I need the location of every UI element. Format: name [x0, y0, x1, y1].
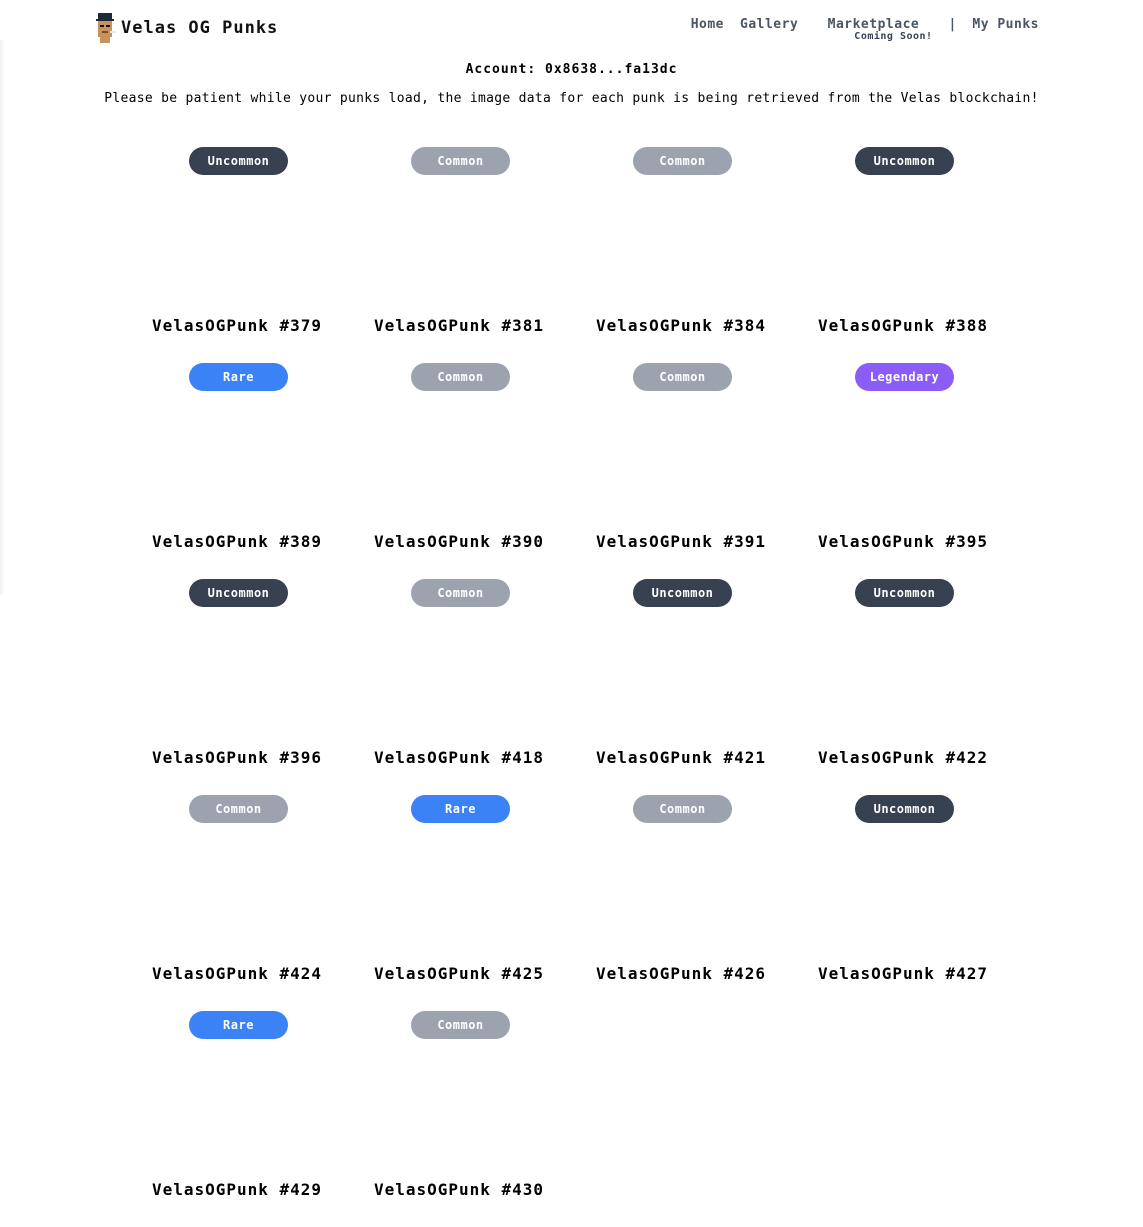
punk-name: VelasOGPunk #396 [151, 748, 323, 767]
rarity-badge: Rare [411, 795, 510, 823]
rarity-badge: Uncommon [855, 579, 954, 607]
rarity-badge: Common [633, 363, 732, 391]
punk-card[interactable] [348, 147, 570, 363]
rarity-badge: Uncommon [855, 795, 954, 823]
brand[interactable] [94, 13, 278, 43]
punk-name: VelasOGPunk #427 [817, 964, 989, 983]
punk-name: VelasOGPunk #384 [595, 316, 767, 335]
rarity-badge: Common [633, 147, 732, 175]
punk-card[interactable] [348, 795, 570, 1011]
punk-card[interactable] [792, 363, 1014, 579]
punk-grid [126, 147, 1016, 1227]
punk-name: VelasOGPunk #425 [373, 964, 545, 983]
punk-name: VelasOGPunk #381 [373, 316, 545, 335]
brand-title: Velas OG Punks [121, 18, 279, 38]
punk-card[interactable] [792, 579, 1014, 795]
punk-card[interactable] [570, 579, 792, 795]
marketplace-coming-soon: Coming Soon! [854, 31, 933, 42]
punk-card[interactable] [348, 363, 570, 579]
punk-name: VelasOGPunk #424 [151, 964, 323, 983]
punk-name: VelasOGPunk #395 [817, 532, 989, 551]
nav-marketplace[interactable] [814, 17, 932, 42]
punk-card[interactable] [126, 147, 348, 363]
punk-name: VelasOGPunk #379 [151, 316, 323, 335]
rarity-badge: Uncommon [189, 579, 288, 607]
punk-name: VelasOGPunk #421 [595, 748, 767, 767]
left-edge-shadow [0, 40, 4, 595]
punk-card[interactable] [570, 147, 792, 363]
punk-name: VelasOGPunk #388 [817, 316, 989, 335]
account-address: Account: 0x8638...fa13dc [465, 62, 678, 77]
punk-card[interactable] [570, 363, 792, 579]
punk-card[interactable] [570, 795, 792, 1011]
punk-name: VelasOGPunk #389 [151, 532, 323, 551]
nav-my-punks-link[interactable]: My Punks [972, 17, 1039, 32]
nav-marketplace-link[interactable]: Marketplace [827, 17, 920, 32]
punk-card[interactable] [348, 579, 570, 795]
punk-card[interactable] [126, 795, 348, 1011]
punk-name: VelasOGPunk #391 [595, 532, 767, 551]
rarity-badge: Common [411, 363, 510, 391]
punk-card[interactable] [126, 363, 348, 579]
punk-name: VelasOGPunk #422 [817, 748, 989, 767]
punk-card[interactable] [792, 795, 1014, 1011]
punk-name: VelasOGPunk #429 [151, 1180, 323, 1199]
punk-name: VelasOGPunk #426 [595, 964, 767, 983]
site-header [0, 0, 1143, 60]
rarity-badge: Rare [189, 1011, 288, 1039]
punk-card[interactable] [348, 1011, 570, 1227]
punk-card[interactable] [126, 1011, 348, 1227]
punk-name: VelasOGPunk #390 [373, 532, 545, 551]
rarity-badge: Common [189, 795, 288, 823]
rarity-badge: Uncommon [189, 147, 288, 175]
rarity-badge: Common [411, 579, 510, 607]
rarity-badge: Uncommon [633, 579, 732, 607]
rarity-badge: Uncommon [855, 147, 954, 175]
punk-name: VelasOGPunk #430 [373, 1180, 545, 1199]
punk-logo-icon [94, 13, 118, 43]
punk-name: VelasOGPunk #418 [373, 748, 545, 767]
nav-gallery-link[interactable]: Gallery [740, 17, 799, 32]
loading-notice: Please be patient while your punks load, the image data for each punk is being retrieved from the Velas blockchain! [104, 91, 1039, 106]
main-nav [691, 17, 1039, 42]
punk-card[interactable] [126, 579, 348, 795]
rarity-badge: Common [411, 1011, 510, 1039]
rarity-badge: Legendary [855, 363, 954, 391]
nav-home-link[interactable]: Home [690, 17, 724, 32]
nav-separator: | [948, 17, 957, 32]
rarity-badge: Common [411, 147, 510, 175]
rarity-badge: Rare [189, 363, 288, 391]
punk-card[interactable] [792, 147, 1014, 363]
rarity-badge: Common [633, 795, 732, 823]
